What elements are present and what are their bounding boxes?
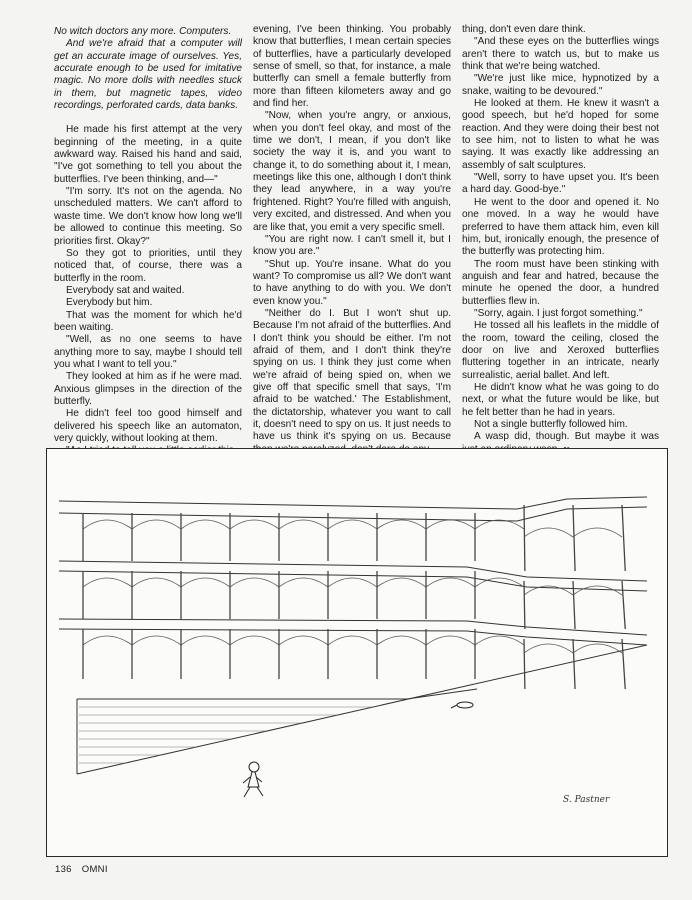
paragraph: Everybody but him.: [66, 297, 153, 309]
arch-curve: [426, 578, 475, 587]
paragraph: That was the moment for which he'd been waiting.: [54, 309, 242, 333]
arch-curve: [377, 636, 426, 645]
arch-curve: [279, 520, 328, 529]
paragraph: "I'm sorry. It's not on the agenda. No unscheduled matters. We can't afford to waste time. We don't know how long we'll be allowed to continue this meeting. So priorities first. Okay?": [54, 186, 242, 247]
arch-curve: [573, 528, 622, 537]
paragraph: He went to the door and opened it. No one moved. In a way he would have preferred to have them attack him, even kill him, but, ironically enough, the presence of the butterfly was protecting him.: [462, 196, 659, 258]
arch-curve: [181, 636, 230, 645]
column-pillar: [622, 581, 625, 629]
paragraph-last-text: A wasp did, though. But maybe it was: [474, 431, 659, 443]
paragraph: "Now, when you're angry, or anxious, when you don't feel okay, and most of the time we don't, I mean, if you don't like society the way it is, and you want to change it, to do something about it, I mean, meetings like this one, although I don't think they lead anywhere, in a way you're frightened. Right? You're filled with anguish, very excited, and distressed. And when you are like that, you emit a very specific smell.: [253, 110, 451, 233]
paragraph: thing, don't even dare think.: [462, 24, 586, 35]
artist-signature: S. Pastner: [563, 795, 610, 805]
arch-curve: [328, 520, 377, 529]
paragraph: So they got to priorities, until they noticed that, of course, there was a butterfly in the room.: [54, 247, 242, 284]
arch-curve: [377, 520, 426, 529]
paragraph: "You are right now. I can't smell it, but I know you are.": [253, 233, 451, 258]
paragraph: "Sorry, again. I just forgot something.": [474, 307, 643, 319]
arch-curve: [230, 578, 279, 587]
paragraph: He looked at them. He knew it wasn't a good speech, but he'd hoped for some reaction. And they were doing their best not to see him, not to listen to what he was saying. It was exactly like addressing an assembly of salt sculptures.: [462, 98, 659, 171]
arch-curve: [132, 636, 181, 645]
italic-line-2: And we're afraid that a computer will get an accurate image of ourselves. Yes, accurate enough to be used for imitative magic. No more dolls with needles stuck in them, but magnetic tapes, video recordings, perforated cards, data banks.: [54, 38, 242, 112]
paragraph: He didn't feel too good himself and delivered his speech like an automaton, very quickly, without looking at them.: [54, 408, 242, 444]
column-pillar: [524, 581, 525, 629]
arch-curve: [181, 578, 230, 587]
arch-curve: [573, 586, 622, 595]
arch-curve: [132, 520, 181, 529]
lower-rail: [59, 619, 647, 635]
paragraph: Everybody sat and waited.: [66, 284, 185, 296]
arch-curve: [328, 578, 377, 587]
paragraph: Not a single butterfly followed him.: [474, 419, 628, 430]
column-pillar: [622, 505, 625, 571]
aqueduct-arches: [83, 520, 622, 653]
page-number: 136: [55, 864, 72, 875]
paragraph: He made his first attempt at the very beginning of the meeting, in a quite awkward way. Raised his hand and said, "I've got something to tell you about the butterflies. I've been thinking, and—": [54, 124, 242, 185]
italic-line-1: No witch doctors any more. Computers.: [54, 26, 232, 37]
arch-curve: [426, 520, 475, 529]
walking-man-figure: [243, 762, 263, 797]
column-pillar: [573, 639, 575, 689]
magazine-title: OMNI: [81, 864, 108, 875]
top-rail: [59, 497, 647, 509]
paragraph: "Well, as no one seems to have anything more to say, maybe I should tell you what I want to tell you.": [54, 334, 242, 370]
arch-curve: [475, 636, 524, 645]
column-pillar: [524, 505, 525, 571]
arch-curve: [230, 636, 279, 645]
paragraph: He didn't know what he was going to do next, or what the future would be like, but he felt better than he had in years.: [462, 381, 659, 418]
arch-curve: [83, 578, 132, 587]
base-top: [77, 689, 477, 699]
ground-line: [77, 645, 647, 774]
arch-curve: [83, 520, 132, 529]
aqueduct-columns: [83, 505, 625, 689]
arch-curve: [279, 578, 328, 587]
column-pillar: [573, 505, 575, 571]
arch-curve: [181, 520, 230, 529]
arch-curve: [426, 636, 475, 645]
arch-curve: [573, 644, 622, 653]
arch-curve: [524, 528, 573, 537]
cartoon-aqueduct-illustration: [46, 448, 668, 857]
arch-curve: [230, 520, 279, 529]
paragraph: "We're just like mice, hypnotized by a snake, waiting to be devoured.": [462, 73, 659, 97]
text-column-3: [462, 24, 659, 456]
text-column-1: [54, 26, 242, 458]
paragraph: "And these eyes on the butterflies wings aren't there to watch us, but to make us think that we're being watched.: [462, 36, 659, 73]
small-creature-figure: [451, 702, 473, 708]
paragraph: "Shut up. You're insane. What do you want? To compromise us all? We don't want to have anything to do with you. We don't even know you.": [253, 258, 451, 307]
paragraph: evening, I've been thinking. You probably know that butterflies, I mean certain species of butterflies, have a particularly developed sense of smell, so that, for instance, a male butterfly can smell a female butterfly from more than fifteen kilometers away and go and find her.: [253, 24, 451, 110]
column-pillar: [622, 639, 625, 689]
paragraph: "Well, sorry to have upset you. It's been a hard day. Good-bye.": [462, 172, 659, 196]
paragraph: They looked at him as if he were mad. Anxious glimpses in the direction of the butterfly.: [54, 371, 242, 407]
text-column-2: [253, 24, 451, 456]
arch-curve: [279, 636, 328, 645]
arch-curve: [377, 578, 426, 587]
top-rail-2: [59, 507, 647, 521]
paragraph: He tossed all his leaflets in the middle of the room, toward the ceiling, closed the door on live and Xeroxed butterflies fluttering together in an intricate, nearly surrealistic, aerial ballet. And left.: [462, 320, 659, 381]
arch-curve: [328, 636, 377, 645]
arch-curve: [524, 644, 573, 653]
column-pillar: [524, 639, 525, 689]
paragraph: The room must have been stinking with anguish and fear and hatred, because the minute he opened the door, a hundred butterflies flew in.: [462, 258, 659, 307]
paragraph: "Neither do I. But I won't shut up. Because I'm not afraid of the butterflies. And I don't think you should be either. I'm not afraid of them, and I don't think they're spying on us. I think they just come when we're afraid of being spied on, when we give off that specific smell that says, 'I'm afraid to be watched.' The Establishment, the dictatorship, whatever you want to call it, doesn't need to spy on us. It just needs to have us think it's spying on us. Because: [253, 307, 451, 443]
arch-curve: [132, 578, 181, 587]
brick-wall: [79, 707, 372, 763]
arch-curve: [83, 636, 132, 645]
page-footer: [55, 864, 118, 875]
